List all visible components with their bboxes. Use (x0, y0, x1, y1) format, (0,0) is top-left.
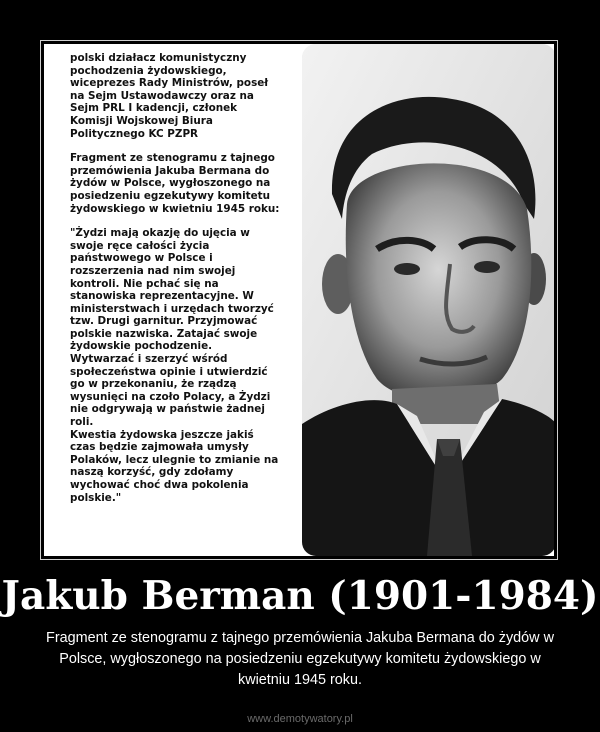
quote-text: "Żydzi mają okazję do ujęcia w swoje ręce całości życia państwowego w Polsce i rozszerzenia nad nim swojej kontroli. Nie pchać się na stanowiska reprezentacyjne. W ministerstwach i urzędach tworzyć tzw. Drugi garnitur. Przyjmować polskie nazwiska. Zatajać swoje żydowskie pochodzenie. Wytwarzać i szerzyć wśród społeczeństwa opinie i utwierdzić go w przekonaniu, że rządzą wysunięci na czoło Polacy, a Żydzi nie odgrywają w państwie żadnej roli. Kwestia żydowska jeszcze jakiś czas będzie zajmowała umysły Polaków, lecz ulegnie to zmianie na naszą korzyść, gdy zdołamy wychować choć dwa pokolenia polskie." (70, 227, 279, 504)
bio-text: polski działacz komunistyczny pochodzenia żydowskiego, wiceprezes Rady Ministrów, poseł na Sejm Ustawodawczy oraz na Sejm PRL I kadencji, członek Komisji Wojskowej Biura Politycznego KC PZPR (70, 52, 269, 140)
intro-text: Fragment ze stenogramu z tajnego przemówienia Jakuba Bermana do żydów w Polsce, wygłoszonego na posiedzeniu egzekutywy komitetu żydowskiego w kwietniu 1945 roku: (70, 152, 280, 215)
poster-caption: Fragment ze stenogramu z tajnego przemówienia Jakuba Bermana do żydów w Polsce, wygłoszonego na posiedzeniu egzekutywy komitetu żydowskiego w kwietniu 1945 roku. (46, 630, 554, 688)
poster-frame (40, 40, 558, 560)
portrait-photo (302, 44, 554, 556)
poster-image (44, 44, 554, 556)
poster-title: Jakub Berman (1901-1984) (1, 573, 599, 619)
watermark-link[interactable]: www.demotywatory.pl (247, 713, 353, 725)
text-panel (44, 44, 302, 556)
portrait-illustration (302, 44, 554, 556)
